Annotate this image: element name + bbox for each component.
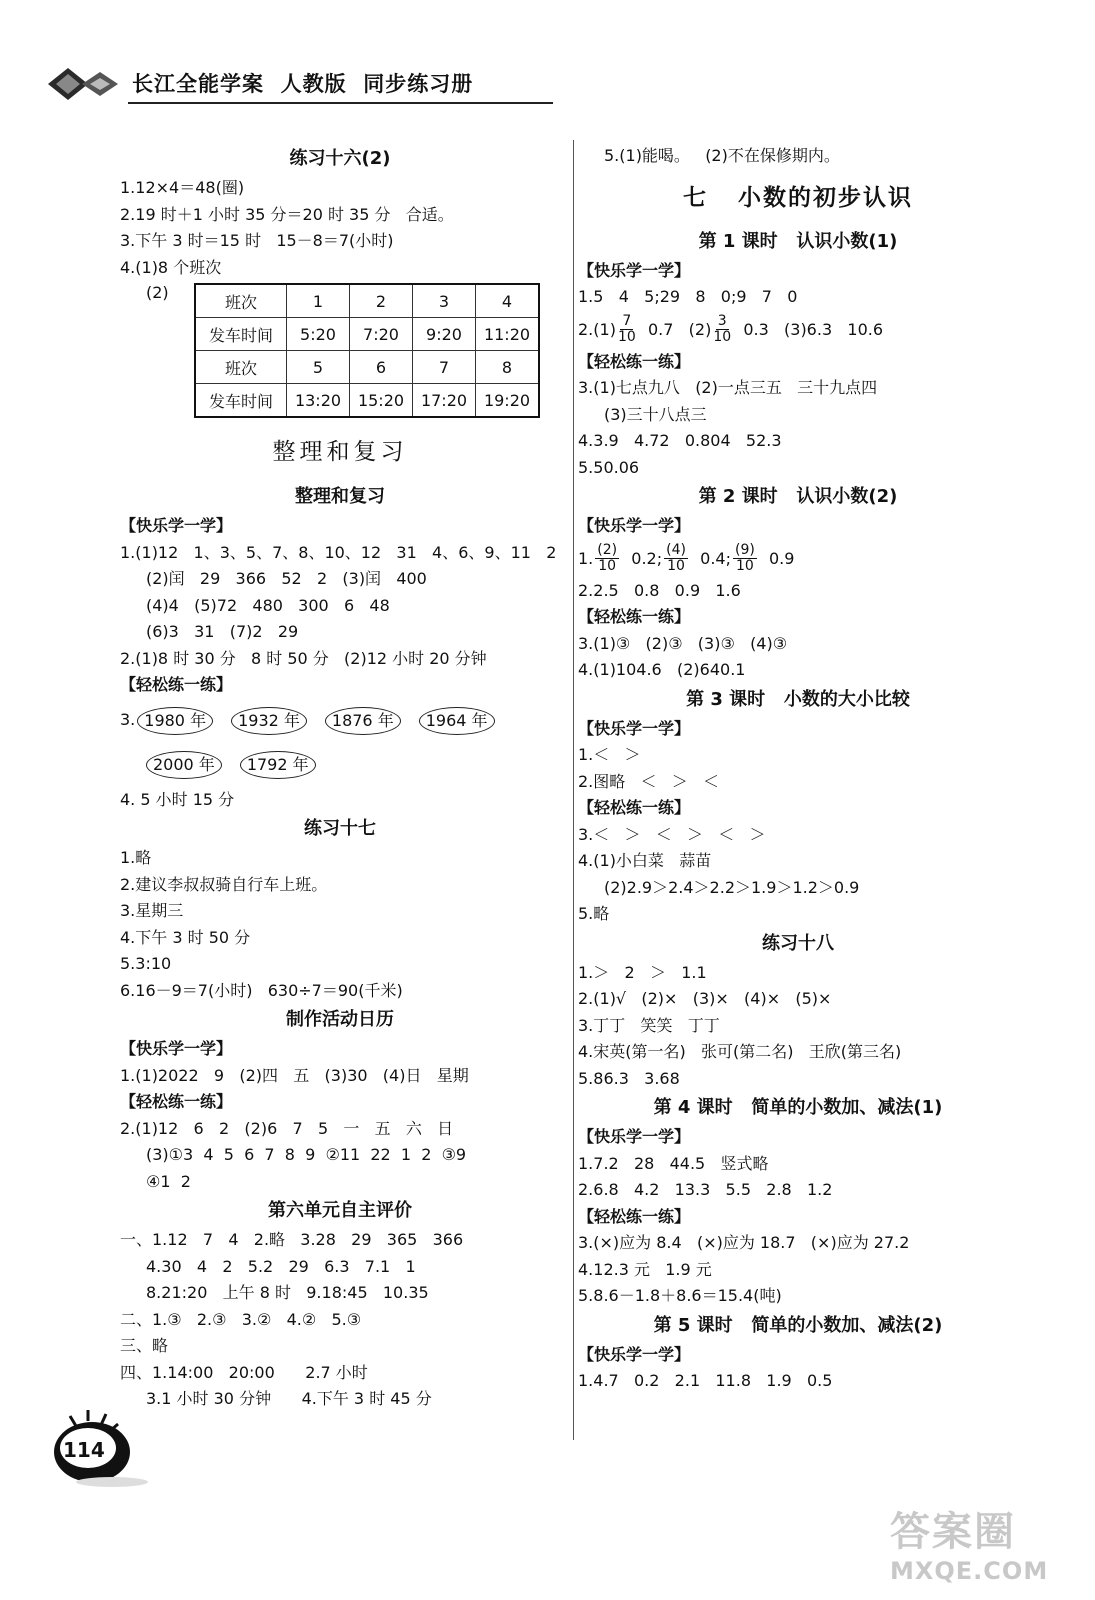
answer-line: 3.星期三 — [120, 901, 184, 920]
fraction — [733, 543, 757, 574]
table-cell: 9:20 — [413, 318, 476, 351]
answer-line: 5.86.3 3.68 — [578, 1068, 680, 1088]
section-title: 第六单元自主评价 — [268, 1200, 412, 1221]
table-cell: 4 — [476, 284, 540, 318]
answer-text: 0.4; — [689, 548, 731, 568]
answer-line: (3)三十八点三 — [604, 404, 707, 424]
book-title: 长江全能学案 人教版 同步练习册 — [132, 72, 474, 96]
answer-text: 0.2; — [621, 548, 663, 568]
table-cell: 8 — [476, 351, 540, 384]
answer-text: 0.9 — [758, 548, 795, 568]
numerator: (9) — [734, 542, 755, 558]
table-row — [195, 351, 539, 384]
answer-number: 3. — [120, 710, 136, 730]
section-title: 整理和复习 — [295, 486, 385, 507]
watermark-line: 答案圈 — [890, 1509, 1016, 1555]
answer-line: (2)闰 29 366 52 2 (3)闰 400 — [146, 569, 427, 588]
table-row — [195, 284, 539, 318]
section-title: 练习十七 — [304, 818, 376, 839]
answer-line: 四、1.14:00 20:00 2.7 小时 — [120, 1362, 368, 1382]
table-cell: 15:20 — [350, 384, 413, 418]
column-divider — [573, 140, 574, 1440]
answer-line: 5.8.6－1.8＋8.6＝15.4(吨) — [578, 1286, 782, 1305]
answer-line: 1.5 4 5;29 8 0;9 7 0 — [578, 287, 798, 306]
answer-line: 2.(1)8 时 30 分 8 时 50 分 (2)12 小时 20 分钟 — [120, 648, 487, 668]
answer-text: 1. — [578, 548, 594, 568]
watermark-line: MXQE.COM — [890, 1557, 1049, 1585]
header-rule — [128, 102, 553, 104]
table-cell: 发车时间 — [195, 318, 287, 351]
diamond-logo-icon — [46, 66, 122, 102]
numerator: 7 — [622, 313, 632, 329]
answer-line: 2.2.5 0.8 0.9 1.6 — [578, 580, 741, 600]
denominator: 10 — [667, 558, 685, 574]
fraction — [664, 543, 688, 574]
subsection-tag: 【快乐学一学】 — [578, 718, 691, 738]
subsection-tag: 【轻松练一练】 — [578, 1206, 691, 1226]
answer-line: 3.(×)应为 8.4 (×)应为 18.7 (×)应为 27.2 — [578, 1233, 910, 1252]
table-cell: 17:20 — [413, 384, 476, 418]
circled-year: 1792 年 — [240, 751, 316, 779]
answer-line: ④1 2 — [146, 1171, 191, 1191]
watermark — [890, 1500, 1080, 1595]
denominator: 10 — [735, 558, 754, 574]
table-cell: 班次 — [195, 284, 287, 318]
denominator: 10 — [617, 329, 636, 345]
chapter-title: 整理和复习 — [272, 439, 408, 465]
answer-line: 4.(1)8 个班次 — [120, 257, 222, 277]
answer-line: 3.＜ ＞ ＜ ＞ ＜ ＞ — [578, 824, 766, 844]
circled-year: 1980 年 — [137, 707, 213, 735]
answer-line: 2.建议李叔叔骑自行车上班。 — [120, 874, 328, 894]
answer-line: 4.3.9 4.72 0.804 52.3 — [578, 431, 782, 450]
table-cell: 5 — [287, 351, 350, 384]
answer-line: 3.丁丁 笑笑 丁丁 — [578, 1015, 720, 1035]
subsection-tag: 【快乐学一学】 — [120, 1039, 233, 1058]
table-cell: 13:20 — [287, 384, 350, 418]
table-cell: 发车时间 — [195, 384, 287, 418]
answer-line: 二、1.③ 2.③ 3.② 4.② 5.③ — [120, 1309, 362, 1329]
right-column — [578, 143, 1018, 1395]
answer-line: 4.宋英(第一名) 张可(第二名) 王欣(第三名) — [578, 1042, 902, 1061]
denominator: 10 — [598, 558, 617, 574]
section-title: 制作活动日历 — [286, 1009, 394, 1030]
table-cell: 7 — [413, 351, 476, 384]
answer-line: 4.12.3 元 1.9 元 — [578, 1259, 712, 1279]
fraction — [595, 543, 619, 574]
answer-line: 3.(1)七点九八 (2)一点三五 三十九点四 — [578, 378, 878, 397]
table-cell: 7:20 — [350, 318, 413, 351]
lesson-title: 第 2 课时 认识小数(2) — [698, 486, 898, 507]
subsection-tag: 【轻松练一练】 — [578, 798, 691, 817]
answer-line: 1.略 — [120, 848, 152, 867]
answer-text: 0.3 (3)6.3 10.6 — [733, 319, 884, 339]
answer-line: 三、略 — [120, 1336, 169, 1355]
table-row — [195, 318, 539, 351]
answer-line: 2.图略 ＜ ＞ ＜ — [578, 771, 720, 791]
table-cell: 6 — [350, 351, 413, 384]
answer-line: 2.(1)√ (2)× (3)× (4)× (5)× — [578, 989, 832, 1008]
circled-year: 2000 年 — [146, 751, 222, 779]
lesson-title: 第 5 课时 简单的小数加、减法(2) — [653, 1314, 943, 1336]
circled-years-row — [120, 743, 560, 787]
table-label: (2) — [146, 283, 169, 302]
answer-line: 4. 5 小时 15 分 — [120, 789, 235, 809]
answer-line: 4.(1)小白菜 蒜苗 — [578, 851, 712, 870]
table-cell: 11:20 — [476, 318, 540, 351]
answer-line: 3.(1)③ (2)③ (3)③ (4)③ — [578, 633, 788, 653]
circled-years-row — [120, 699, 560, 743]
circled-year: 1932 年 — [231, 707, 307, 735]
subsection-tag: 【轻松练一练】 — [120, 1092, 233, 1111]
schedule-table-block — [120, 283, 560, 423]
denominator: 10 — [713, 329, 732, 345]
answer-line: 3.下午 3 时＝15 时 15－8＝7(小时) — [120, 231, 394, 250]
lesson-title: 第 3 课时 小数的大小比较 — [686, 688, 910, 710]
table-cell: 19:20 — [476, 384, 540, 418]
answer-line: 4.下午 3 时 50 分 — [120, 927, 251, 947]
answer-line: 1.12×4＝48(圈) — [120, 178, 245, 197]
subsection-tag: 【快乐学一学】 — [578, 1127, 691, 1146]
subsection-tag: 【快乐学一学】 — [120, 516, 233, 535]
answer-line: (2)2.9＞2.4＞2.2＞1.9＞1.2＞0.9 — [604, 877, 860, 897]
fraction — [618, 314, 636, 345]
section-title: 练习十六(2) — [289, 148, 391, 169]
numerator: (4) — [666, 542, 686, 558]
answer-line: (3)①3 4 5 6 7 8 9 ②11 22 1 2 ③9 — [146, 1145, 467, 1164]
fraction — [713, 314, 731, 345]
answer-line: 4.(1)104.6 (2)640.1 — [578, 660, 746, 679]
answer-line: (4)4 (5)72 480 300 6 48 — [146, 595, 390, 615]
table-cell: 班次 — [195, 351, 287, 384]
table-cell: 1 — [287, 284, 350, 318]
answer-line: 1.(1)2022 9 (2)四 五 (3)30 (4)日 星期 — [120, 1065, 469, 1085]
page-number: 114 — [63, 1438, 105, 1462]
circled-year: 1964 年 — [419, 707, 495, 735]
answer-text: 2.(1) — [578, 319, 616, 339]
left-column — [120, 143, 560, 1413]
lesson-title: 第 1 课时 认识小数(1) — [698, 230, 898, 252]
answer-line-fractions — [578, 311, 1018, 349]
subsection-tag: 【快乐学一学】 — [578, 260, 691, 280]
answer-line: 1.＜ ＞ — [578, 745, 641, 764]
answer-line: 2.19 时＋1 小时 35 分＝20 时 35 分 合适。 — [120, 204, 454, 224]
table-cell: 5:20 — [287, 318, 350, 351]
subsection-tag: 【快乐学一学】 — [578, 1344, 691, 1364]
numerator: 3 — [717, 313, 727, 329]
answer-text: 0.7 (2) — [637, 319, 712, 339]
answer-line: 2.6.8 4.2 13.3 5.5 2.8 1.2 — [578, 1180, 833, 1199]
answer-line: 1.4.7 0.2 2.1 11.8 1.9 0.5 — [578, 1371, 833, 1390]
answer-line: 1.(1)12 1、3、5、7、8、10、12 31 4、6、9、11 2 — [120, 542, 557, 562]
answer-line: 2.(1)12 6 2 (2)6 7 5 一 五 六 日 — [120, 1118, 454, 1138]
subsection-tag: 【轻松练一练】 — [578, 351, 691, 371]
answer-line: 5.略 — [578, 904, 610, 923]
answer-line: 1.＞ 2 ＞ 1.1 — [578, 962, 707, 982]
answer-line-fractions — [578, 540, 1018, 578]
answer-line: 5.50.06 — [578, 457, 640, 477]
answer-line: 1.7.2 28 44.5 竖式略 — [578, 1153, 769, 1173]
answer-line: 6.16－9＝7(小时) 630÷7＝90(千米) — [120, 980, 403, 1000]
numerator: (2) — [597, 542, 618, 558]
lesson-title: 第 4 课时 简单的小数加、减法(1) — [653, 1097, 943, 1118]
table-row — [195, 384, 539, 418]
subsection-tag: 【轻松练一练】 — [120, 675, 233, 694]
answer-line: 5.3:10 — [120, 954, 172, 973]
subsection-tag: 【轻松练一练】 — [578, 607, 691, 626]
page-header — [40, 62, 510, 112]
circled-year: 1876 年 — [325, 707, 401, 735]
table-cell: 2 — [350, 284, 413, 318]
section-title: 练习十八 — [762, 932, 834, 954]
unit-title: 七 小数的初步认识 — [682, 184, 914, 211]
answer-line: 4.30 4 2 5.2 29 6.3 7.1 1 — [146, 1256, 416, 1276]
answer-line: (6)3 31 (7)2 29 — [146, 622, 299, 641]
answer-line: 8.21:20 上午 8 时 9.18:45 10.35 — [146, 1283, 429, 1302]
bus-schedule-table — [194, 283, 540, 418]
answer-line: 5.(1)能喝。 (2)不在保修期内。 — [604, 146, 840, 165]
answer-line: 一、1.12 7 4 2.略 3.28 29 365 366 — [120, 1230, 464, 1249]
subsection-tag: 【快乐学一学】 — [578, 516, 691, 535]
answer-line: 3.1 小时 30 分钟 4.下午 3 时 45 分 — [146, 1389, 432, 1408]
table-cell: 3 — [413, 284, 476, 318]
